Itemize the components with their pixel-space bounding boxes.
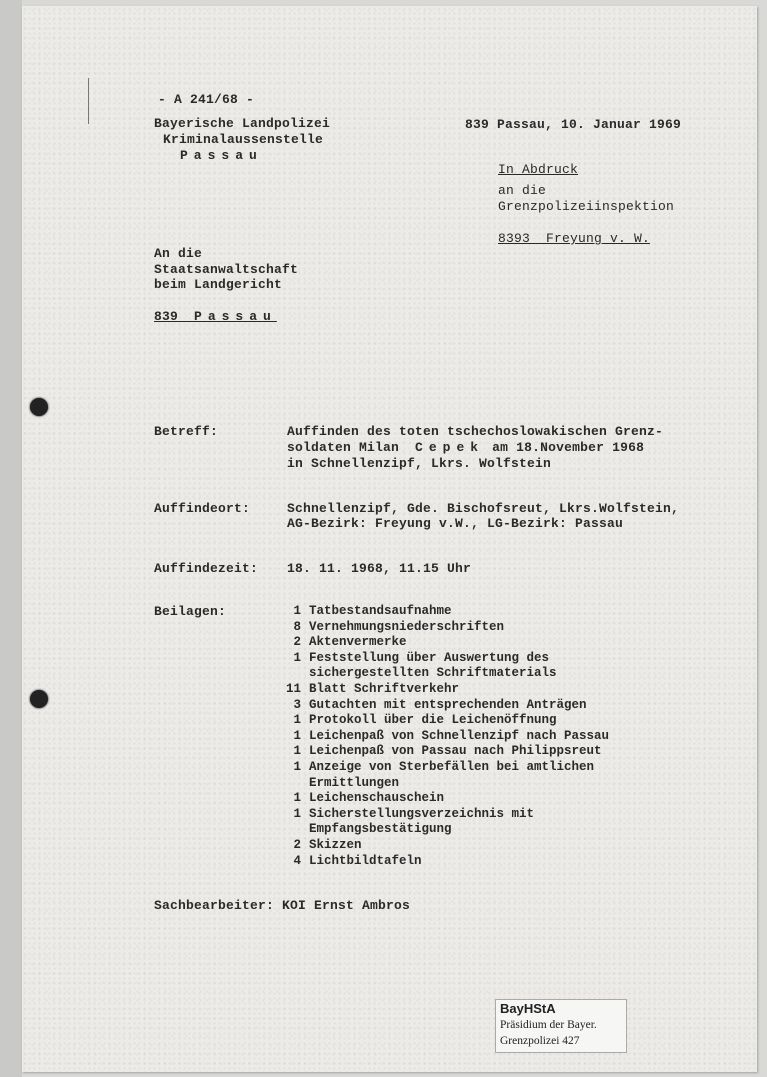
archive-brand: BayHStA [500, 1001, 556, 1016]
org-name: Bayerische Landpolizei [154, 116, 331, 131]
list-item: 1 Leichenpaß von Schnellenzipf nach Passau [293, 728, 610, 743]
list-item: 3 Gutachten mit entsprechenden Anträgen [293, 697, 587, 712]
zeit-label: Auffindezeit: [154, 561, 259, 576]
sachbearbeiter: Sachbearbeiter: KOI Ernst Ambros [154, 898, 411, 913]
list-item: 4 Lichtbildtafeln [293, 853, 422, 868]
list-item: 1 Anzeige von Sterbefällen bei amtlichen [293, 759, 595, 774]
archive-line2: Präsidium der Bayer. [500, 1019, 597, 1031]
file-reference: - A 241/68 - [158, 92, 255, 107]
list-item: Empfangsbestätigung [309, 822, 452, 837]
copy-to-line1: an die [498, 183, 547, 198]
recipient-line3: beim Landgericht [154, 277, 283, 292]
list-item: 1 Leichenschauschein [293, 791, 445, 806]
betreff-line2-a: soldaten Milan [287, 440, 400, 455]
copy-to-line2: Grenzpolizeiinspektion [498, 199, 675, 214]
archive-stamp [495, 999, 627, 1053]
margin-mark [88, 78, 89, 124]
ort-line2: AG-Bezirk: Freyung v.W., LG-Bezirk: Passau [287, 516, 624, 531]
recipient-city-name: Passau [194, 309, 277, 324]
list-item: 11 Blatt Schriftverkehr [285, 681, 460, 696]
recipient-city [154, 309, 277, 325]
recipient-line1: An die [154, 246, 203, 261]
punch-hole-bottom [30, 690, 48, 708]
list-item: 1 Leichenpaß von Passau nach Philippsreut [293, 744, 602, 759]
place-date: 839 Passau, 10. Januar 1969 [465, 117, 682, 132]
zeit-value: 18. 11. 1968, 11.15 Uhr [287, 561, 472, 576]
beilagen-label: Beilagen: [154, 604, 227, 619]
list-item: 2 Aktenvermerke [293, 635, 407, 650]
copy-to-label: In Abdruck [498, 162, 579, 177]
archive-line3: Grenzpolizei 427 [500, 1035, 580, 1047]
list-item: Ermittlungen [309, 775, 400, 790]
list-item: 1 Sicherstellungsverzeichnis mit [293, 806, 535, 821]
recipient-line2: Staatsanwaltschaft [154, 262, 299, 277]
copy-to-city: 8393 Freyung v. W. [498, 231, 651, 246]
scan-edge [0, 0, 22, 1077]
punch-hole-top [30, 398, 48, 416]
org-city: Passau [180, 148, 263, 163]
org-unit: Kriminalaussenstelle [163, 132, 324, 147]
list-item: 1 Feststellung über Auswertung des [293, 650, 550, 665]
list-item: sichergestellten Schriftmaterials [309, 666, 557, 681]
betreff-line2-b: am 18.November 1968 [492, 440, 645, 455]
list-item: 8 Vernehmungsniederschriften [293, 619, 505, 634]
betreff-line3: in Schnellenzipf, Lkrs. Wolfstein [287, 456, 552, 471]
recipient-zip: 839 [154, 309, 179, 324]
list-item: 2 Skizzen [293, 837, 362, 852]
betreff-line2 [287, 440, 644, 456]
soldier-surname: Cepek [415, 440, 485, 455]
list-item: 1 Tatbestandsaufnahme [293, 604, 452, 618]
ort-label: Auffindeort: [154, 501, 251, 516]
list-item: 1 Protokoll über die Leichenöffnung [293, 713, 557, 728]
ort-line1: Schnellenzipf, Gde. Bischofsreut, Lkrs.Wolfstein, [287, 501, 680, 516]
betreff-label: Betreff: [154, 424, 219, 439]
beilagen-list [283, 604, 609, 869]
betreff-line1: Auffinden des toten tschechoslowakischen Grenz- [287, 424, 664, 439]
